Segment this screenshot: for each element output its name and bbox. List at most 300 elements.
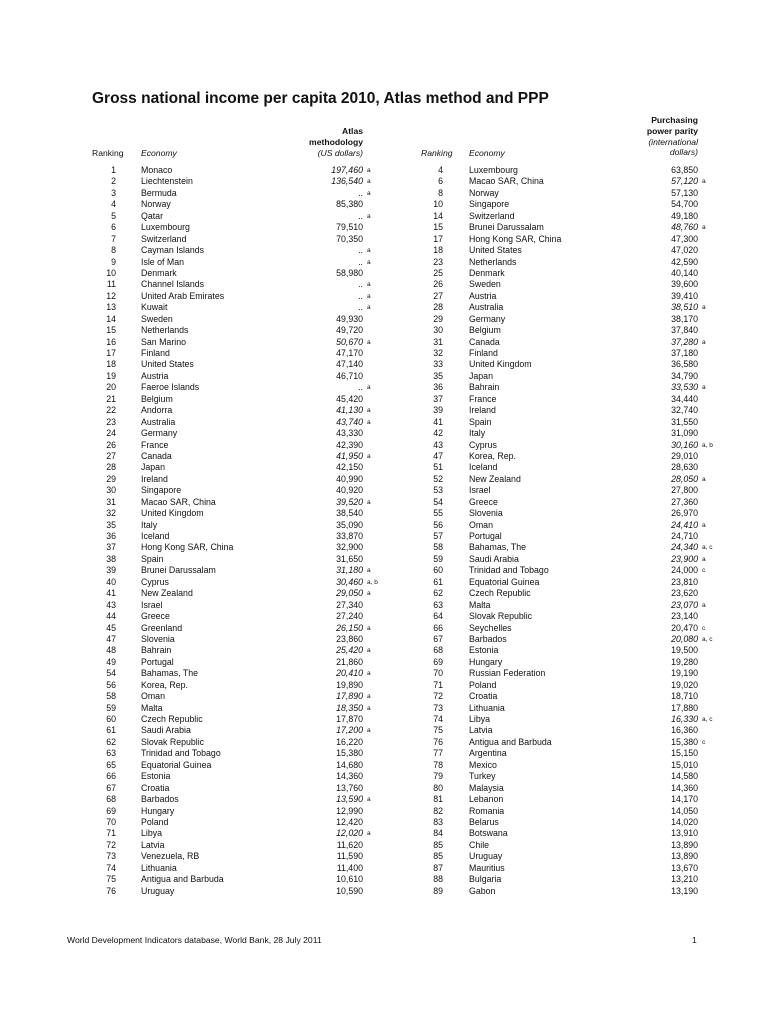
- gni-ppp-value: 34,440: [671, 393, 698, 404]
- note-atlas: a: [367, 189, 371, 197]
- gni-atlas-value: 20,410: [336, 668, 363, 679]
- economy-atlas: Brunei Darussalam: [141, 565, 216, 576]
- economy-ppp: Israel: [469, 485, 491, 496]
- gni-atlas-value: 16,220: [336, 736, 363, 747]
- economy-atlas: Singapore: [141, 485, 182, 496]
- rank-atlas: 10: [106, 267, 116, 278]
- note-atlas: a: [367, 624, 371, 632]
- gni-ppp-value: 26,970: [671, 508, 698, 519]
- economy-atlas: Qatar: [141, 210, 164, 221]
- rank-ppp: 70: [433, 668, 443, 679]
- gni-atlas-value: 21,860: [336, 656, 363, 667]
- page-title: Gross national income per capita 2010, Atlas method and PPP: [92, 90, 549, 107]
- rank-atlas: 13: [106, 302, 116, 313]
- gni-ppp-value: 14,580: [671, 771, 698, 782]
- gni-ppp-value: 13,890: [671, 851, 698, 862]
- rank-atlas: 44: [106, 611, 116, 622]
- rank-ppp: 82: [433, 805, 443, 816]
- economy-ppp: Seychelles: [469, 622, 512, 633]
- gni-ppp-value: 33,530: [671, 382, 698, 393]
- rank-ppp: 28: [433, 302, 443, 313]
- rank-atlas: 60: [106, 714, 116, 724]
- economy-ppp: Spain: [469, 416, 492, 427]
- gni-atlas-value: 40,920: [336, 485, 363, 496]
- economy-atlas: United Kingdom: [141, 508, 204, 519]
- rank-ppp: 76: [433, 736, 443, 747]
- table-row: [0, 600, 768, 611]
- rank-atlas: 15: [106, 325, 116, 336]
- gni-ppp-value: 23,810: [671, 576, 698, 587]
- table-row: [0, 348, 768, 359]
- economy-ppp: Bahrain: [469, 382, 500, 393]
- economy-atlas: Andorra: [141, 405, 173, 416]
- table-row: [0, 405, 768, 416]
- gni-ppp-value: 48,760: [671, 222, 698, 233]
- ppp-header-line1: Purchasing: [651, 115, 698, 125]
- rank-atlas: 23: [106, 416, 116, 427]
- table-row: [0, 417, 768, 428]
- table-row: [0, 222, 768, 233]
- rank-atlas: 14: [106, 313, 116, 324]
- rank-ppp: 55: [433, 508, 443, 519]
- gni-ppp-value: 24,340: [671, 542, 698, 553]
- gni-atlas-value: 70,350: [336, 233, 363, 244]
- rank-ppp: 62: [433, 588, 443, 599]
- economy-atlas: Belgium: [141, 393, 173, 404]
- note-ppp: a, c: [702, 544, 713, 552]
- rank-atlas: 62: [106, 736, 116, 747]
- note-ppp: a: [702, 178, 706, 186]
- rank-atlas: 12: [106, 290, 116, 301]
- economy-ppp: Austria: [469, 290, 497, 301]
- gni-ppp-value: 37,180: [671, 348, 698, 358]
- note-atlas: a: [367, 452, 371, 460]
- gni-ppp-value: 14,170: [671, 794, 698, 805]
- gni-ppp-value: 17,880: [671, 702, 698, 713]
- table-row: [0, 588, 768, 599]
- economy-atlas: Cayman Islands: [141, 245, 205, 256]
- rank-atlas: 40: [106, 576, 116, 587]
- table-row: [0, 508, 768, 519]
- note-ppp: a: [702, 475, 706, 483]
- note-atlas: a, b: [367, 578, 378, 586]
- gni-atlas-value: 30,460: [336, 576, 363, 587]
- gni-ppp-value: 37,280: [671, 336, 698, 347]
- table-row: [0, 542, 768, 553]
- gni-ppp-value: 27,800: [671, 485, 698, 496]
- gni-ppp-value: 24,410: [671, 519, 698, 530]
- rank-ppp: 80: [433, 782, 443, 793]
- gni-atlas-value: 12,990: [336, 805, 363, 816]
- economy-ppp: Switzerland: [469, 210, 515, 221]
- table-row: [0, 645, 768, 656]
- gni-ppp-value: 19,280: [671, 656, 698, 667]
- rank-ppp: 87: [433, 862, 443, 873]
- rank-ppp: 74: [433, 714, 443, 724]
- rank-atlas: 47: [106, 633, 116, 644]
- rank-atlas: 19: [106, 370, 116, 381]
- rank-atlas: 37: [106, 542, 116, 553]
- rank-ppp: 85: [433, 851, 443, 862]
- gni-atlas-value: 13,590: [336, 794, 363, 805]
- economy-atlas: Barbados: [141, 794, 179, 805]
- rank-atlas: 56: [106, 679, 116, 690]
- gni-ppp-value: 38,510: [671, 302, 698, 313]
- economy-atlas: Canada: [141, 450, 172, 461]
- table-row: [0, 382, 768, 393]
- ranking-header-right: Ranking: [421, 148, 453, 158]
- economy-ppp: Netherlands: [469, 256, 517, 267]
- economy-atlas: Liechtenstein: [141, 176, 193, 187]
- economy-atlas: Saudi Arabia: [141, 725, 191, 736]
- rank-ppp: 17: [433, 233, 443, 244]
- rank-atlas: 1: [111, 165, 116, 175]
- gni-atlas-value: 17,200: [336, 725, 363, 736]
- rank-ppp: 39: [433, 405, 443, 416]
- rank-ppp: 73: [433, 702, 443, 713]
- economy-ppp: Chile: [469, 839, 490, 850]
- economy-ppp: Botswana: [469, 828, 508, 839]
- gni-ppp-value: 39,600: [671, 279, 698, 290]
- rank-ppp: 63: [433, 599, 443, 610]
- economy-atlas: Austria: [141, 370, 169, 381]
- rank-atlas: 26: [106, 439, 116, 450]
- gni-atlas-value: 11,400: [336, 862, 363, 873]
- gni-atlas-value: 17,890: [336, 691, 363, 702]
- rank-ppp: 84: [433, 828, 443, 839]
- note-atlas: a: [367, 167, 371, 174]
- gni-ppp-value: 19,020: [671, 679, 698, 690]
- economy-ppp: Finland: [469, 348, 498, 358]
- economy-ppp: Iceland: [469, 462, 498, 473]
- economy-atlas: Hungary: [141, 805, 175, 816]
- economy-ppp: Ireland: [469, 405, 496, 416]
- gni-atlas-value: ..: [358, 256, 363, 267]
- rank-atlas: 68: [106, 794, 116, 805]
- economy-ppp: Malaysia: [469, 782, 504, 793]
- rank-ppp: 54: [433, 496, 443, 507]
- atlas-header-line1: Atlas: [341, 126, 363, 136]
- economy-atlas: United Arab Emirates: [141, 290, 225, 301]
- rank-ppp: 77: [433, 748, 443, 759]
- note-atlas: a: [367, 830, 371, 838]
- gni-atlas-value: 35,090: [336, 519, 363, 530]
- gni-ppp-value: 18,710: [671, 691, 698, 702]
- economy-atlas: Latvia: [141, 839, 165, 850]
- gni-atlas-value: 42,150: [336, 462, 363, 473]
- note-atlas: a: [367, 338, 371, 346]
- rank-atlas: 3: [111, 187, 116, 198]
- economy-ppp: Bahamas, The: [469, 542, 527, 553]
- economy-ppp: Uruguay: [469, 851, 503, 862]
- gni-ppp-value: 16,360: [671, 725, 698, 736]
- gni-atlas-value: ..: [358, 290, 363, 301]
- rank-ppp: 60: [433, 565, 443, 576]
- gni-ppp-value: 13,890: [671, 839, 698, 850]
- ppp-header-line2: power parity: [646, 125, 698, 136]
- rank-atlas: 45: [106, 622, 116, 633]
- table-row: [0, 577, 768, 588]
- rank-ppp: 67: [433, 633, 443, 644]
- rank-atlas: 39: [106, 565, 116, 576]
- note-ppp: a: [702, 384, 706, 392]
- rank-ppp: 58: [433, 542, 443, 553]
- economy-ppp: Mauritius: [469, 862, 505, 873]
- table-row: [0, 314, 768, 325]
- ppp-header-line4: dollars): [669, 147, 698, 158]
- footer-source: World Development Indicators database, World Bank, 28 July 2011: [67, 935, 322, 945]
- gni-ppp-value: 34,790: [671, 370, 698, 381]
- gni-atlas-value: 46,710: [336, 370, 363, 381]
- table-row: [0, 840, 768, 851]
- rank-atlas: 38: [106, 553, 116, 564]
- economy-atlas: Spain: [141, 553, 164, 564]
- note-atlas: a: [367, 304, 371, 312]
- table-row: [0, 268, 768, 279]
- economy-atlas: Portugal: [141, 656, 174, 667]
- economy-atlas: Japan: [141, 462, 165, 473]
- economy-ppp: United States: [469, 245, 522, 256]
- table-row: [0, 337, 768, 348]
- rank-ppp: 61: [433, 576, 443, 587]
- rank-atlas: 24: [106, 428, 116, 439]
- gni-atlas-value: 18,350: [336, 702, 363, 713]
- gni-atlas-value: 15,380: [336, 748, 363, 759]
- table-row: [0, 760, 768, 771]
- rank-ppp: 83: [433, 816, 443, 827]
- gni-atlas-value: 29,050: [336, 588, 363, 599]
- table-row: [0, 234, 768, 245]
- rank-ppp: 10: [433, 199, 443, 210]
- gni-atlas-value: 40,990: [336, 473, 363, 484]
- gni-atlas-value: 31,650: [336, 553, 363, 564]
- gni-atlas-value: 11,590: [336, 851, 363, 862]
- note-atlas: a: [367, 693, 371, 701]
- gni-atlas-value: 33,870: [336, 531, 363, 541]
- table-row: [0, 428, 768, 439]
- rank-atlas: 9: [111, 256, 116, 267]
- economy-ppp: Romania: [469, 805, 505, 816]
- rank-atlas: 69: [106, 805, 116, 816]
- note-atlas: a: [367, 567, 371, 575]
- gni-atlas-value: ..: [358, 245, 363, 256]
- rank-ppp: 8: [438, 187, 443, 198]
- rank-ppp: 75: [433, 725, 443, 736]
- rank-atlas: 6: [111, 222, 116, 233]
- note-atlas: a: [367, 281, 371, 289]
- rank-atlas: 67: [106, 782, 116, 793]
- table-row: [0, 302, 768, 313]
- economy-ppp: Norway: [469, 187, 499, 198]
- rank-ppp: 72: [433, 691, 443, 702]
- rank-atlas: 5: [111, 210, 116, 221]
- gni-ppp-value: 20,470: [671, 622, 698, 633]
- gni-ppp-value: 57,120: [671, 176, 698, 187]
- economy-ppp: Equatorial Guinea: [469, 576, 540, 587]
- gni-ppp-value: 15,380: [671, 736, 698, 747]
- gni-atlas-value: ..: [358, 210, 363, 221]
- gni-atlas-value: 11,620: [336, 839, 363, 850]
- table-row: [0, 325, 768, 336]
- table-row: [0, 725, 768, 736]
- gni-ppp-value: 23,900: [671, 553, 698, 564]
- table-row: [0, 748, 768, 759]
- economy-ppp: Oman: [469, 519, 493, 530]
- rank-atlas: 41: [106, 588, 116, 599]
- economy-ppp: Brunei Darussalam: [469, 222, 544, 233]
- gni-ppp-value: 19,190: [671, 668, 698, 679]
- gni-atlas-value: 49,930: [336, 313, 363, 324]
- gni-atlas-value: 14,680: [336, 759, 363, 770]
- rank-ppp: 32: [433, 348, 443, 358]
- gni-ppp-value: 32,740: [671, 405, 698, 416]
- ppp-header-line3: (international: [648, 136, 698, 147]
- rank-atlas: 43: [106, 599, 116, 610]
- economy-header-left: Economy: [141, 148, 177, 158]
- table-row: [0, 520, 768, 531]
- rank-atlas: 71: [106, 828, 116, 839]
- economy-ppp: Portugal: [469, 531, 502, 541]
- gni-atlas-value: 85,380: [336, 199, 363, 210]
- economy-ppp: New Zealand: [469, 473, 521, 484]
- rank-ppp: 56: [433, 519, 443, 530]
- gni-atlas-value: ..: [358, 302, 363, 313]
- economy-atlas: Bermuda: [141, 187, 177, 198]
- gni-atlas-value: 49,720: [336, 325, 363, 336]
- rank-ppp: 69: [433, 656, 443, 667]
- gni-ppp-value: 13,190: [671, 885, 698, 896]
- gni-atlas-value: 10,590: [336, 885, 363, 896]
- economy-atlas: Germany: [141, 428, 178, 439]
- gni-ppp-value: 42,590: [671, 256, 698, 267]
- rank-atlas: 49: [106, 656, 116, 667]
- table-row: [0, 451, 768, 462]
- economy-atlas: Libya: [141, 828, 163, 839]
- table-row: [0, 794, 768, 805]
- economy-atlas: Equatorial Guinea: [141, 759, 212, 770]
- note-ppp: a, b: [702, 441, 713, 449]
- economy-atlas: Sweden: [141, 313, 173, 324]
- economy-atlas: Finland: [141, 348, 170, 358]
- economy-ppp: Saudi Arabia: [469, 553, 519, 564]
- rank-atlas: 28: [106, 462, 116, 473]
- gni-atlas-value: 12,420: [336, 816, 363, 827]
- note-atlas: a: [367, 670, 371, 678]
- rank-ppp: 18: [433, 245, 443, 256]
- rank-atlas: 29: [106, 473, 116, 484]
- gni-ppp-value: 23,070: [671, 599, 698, 610]
- note-atlas: a: [367, 704, 371, 712]
- rank-ppp: 51: [433, 462, 443, 473]
- gni-ppp-value: 23,620: [671, 588, 698, 599]
- economy-atlas: Korea, Rep.: [141, 679, 188, 690]
- table-row: [0, 291, 768, 302]
- note-ppp: c: [702, 624, 706, 632]
- ppp-header: [600, 115, 698, 158]
- rank-atlas: 21: [106, 393, 116, 404]
- gni-ppp-value: 49,180: [671, 210, 698, 221]
- economy-ppp: Sweden: [469, 279, 501, 290]
- table-row: [0, 691, 768, 702]
- gni-ppp-value: 14,020: [671, 816, 698, 827]
- note-ppp: a: [702, 338, 706, 346]
- rank-ppp: 71: [433, 679, 443, 690]
- rank-atlas: 7: [111, 233, 116, 244]
- economy-atlas: Uruguay: [141, 885, 175, 896]
- economy-atlas: Croatia: [141, 782, 170, 793]
- note-ppp: a, c: [702, 716, 713, 723]
- table-row: [0, 874, 768, 885]
- table-row: [0, 211, 768, 222]
- rank-ppp: 52: [433, 473, 443, 484]
- rank-ppp: 66: [433, 622, 443, 633]
- gni-atlas-value: 41,130: [336, 405, 363, 416]
- rank-ppp: 47: [433, 450, 443, 461]
- economy-ppp: France: [469, 393, 497, 404]
- rank-ppp: 79: [433, 771, 443, 782]
- gni-atlas-value: 38,540: [336, 508, 363, 519]
- gni-ppp-value: 30,160: [671, 439, 698, 450]
- table-row: [0, 634, 768, 645]
- table-row: [0, 257, 768, 268]
- gni-ppp-value: 47,300: [671, 233, 698, 244]
- table-row: [0, 863, 768, 874]
- gni-atlas-value: 58,980: [336, 267, 363, 278]
- economy-atlas: Italy: [141, 519, 158, 530]
- rank-ppp: 27: [433, 290, 443, 301]
- economy-atlas: Channel Islands: [141, 279, 205, 290]
- table-row: [0, 394, 768, 405]
- note-ppp: a, c: [702, 635, 713, 643]
- gni-ppp-value: 57,130: [671, 187, 698, 198]
- rank-atlas: 66: [106, 771, 116, 782]
- rank-atlas: 54: [106, 668, 116, 679]
- economy-ppp: Singapore: [469, 199, 510, 210]
- gni-ppp-value: 16,330: [671, 714, 698, 724]
- note-atlas: a: [367, 292, 371, 300]
- table-row: [0, 657, 768, 668]
- rank-ppp: 64: [433, 611, 443, 622]
- economy-atlas: Macao SAR, China: [141, 496, 216, 507]
- economy-ppp: Lebanon: [469, 794, 504, 805]
- rank-ppp: 4: [438, 165, 443, 175]
- rank-atlas: 61: [106, 725, 116, 736]
- economy-atlas: Oman: [141, 691, 165, 702]
- gni-atlas-value: 19,890: [336, 679, 363, 690]
- note-ppp: a: [702, 555, 706, 563]
- table-row: [0, 165, 768, 176]
- note-ppp: c: [702, 567, 706, 575]
- rank-ppp: 89: [433, 885, 443, 896]
- table-row: [0, 279, 768, 290]
- economy-ppp: Australia: [469, 302, 504, 313]
- economy-atlas: Denmark: [141, 267, 177, 278]
- gni-atlas-value: 10,610: [336, 874, 363, 885]
- atlas-header-line3: (US dollars): [317, 147, 363, 158]
- rank-atlas: 2: [111, 176, 116, 187]
- economy-atlas: Israel: [141, 599, 163, 610]
- rank-atlas: 4: [111, 199, 116, 210]
- table-row: [0, 714, 768, 725]
- economy-atlas: Poland: [141, 816, 169, 827]
- economy-ppp: Bulgaria: [469, 874, 502, 885]
- gni-atlas-value: 45,420: [336, 393, 363, 404]
- economy-atlas: Australia: [141, 416, 176, 427]
- gni-ppp-value: 13,670: [671, 862, 698, 873]
- note-atlas: a: [367, 384, 371, 392]
- rank-atlas: 35: [106, 519, 116, 530]
- economy-atlas: Malta: [141, 702, 163, 713]
